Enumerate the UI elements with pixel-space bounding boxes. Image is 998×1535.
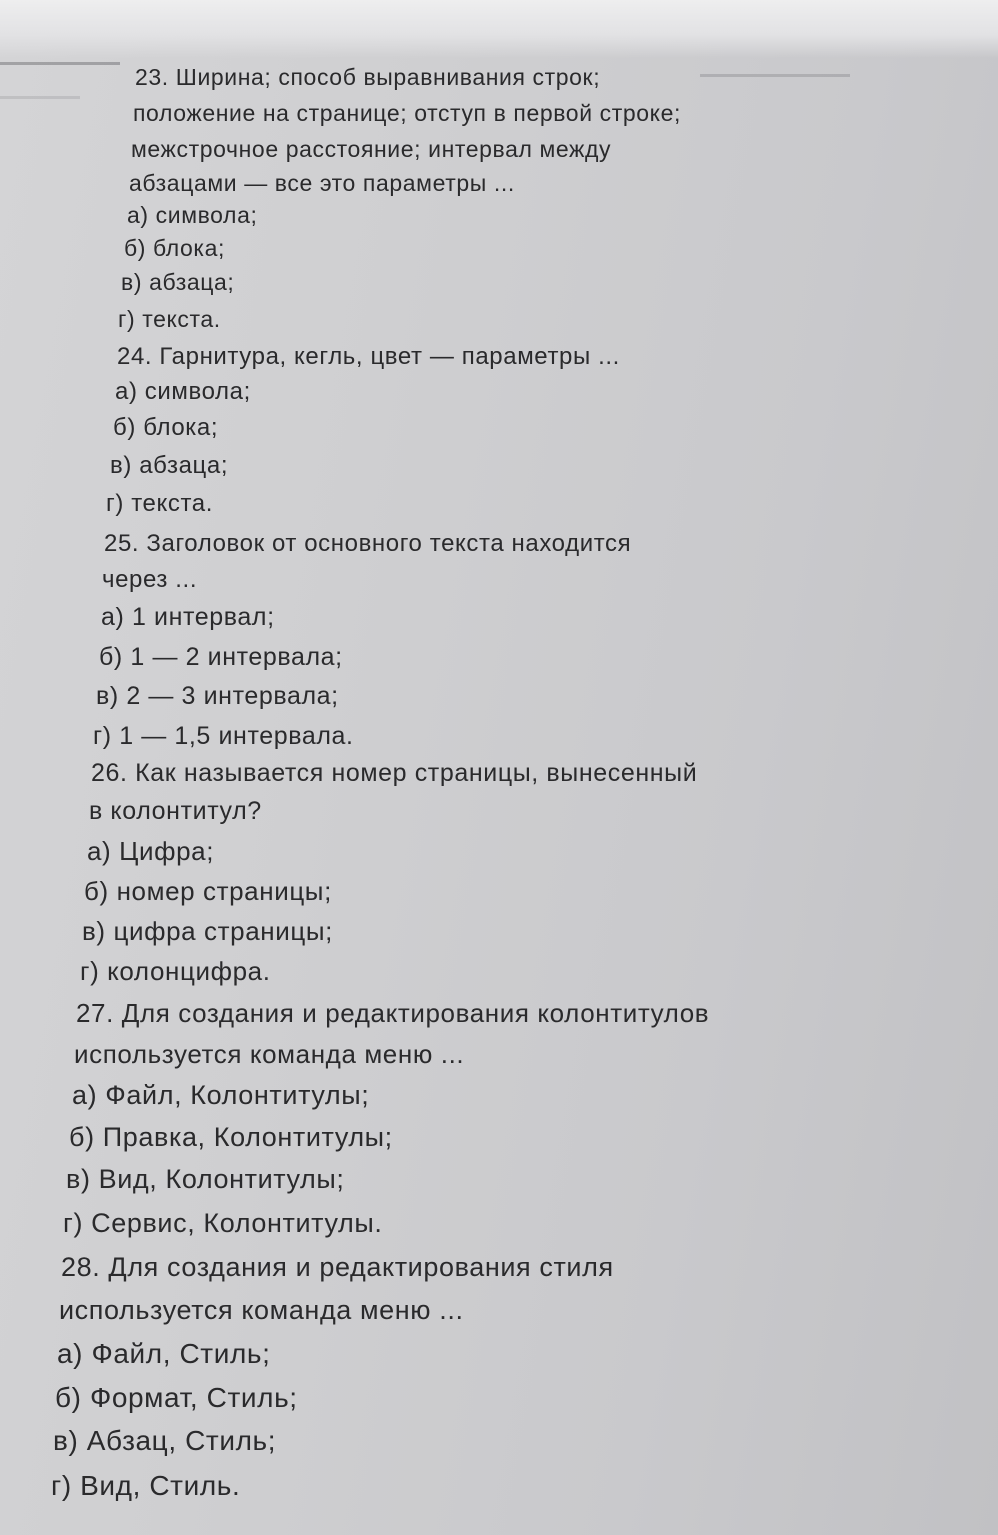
question-23-option-c: в) абзаца;: [121, 269, 235, 295]
question-27-option-d: г) Сервис, Колонтитулы.: [63, 1208, 383, 1238]
question-26-option-d: г) колонцифра.: [80, 956, 271, 986]
question-27-line-1: 27. Для создания и редактирования колонтитулов: [76, 998, 710, 1028]
question-26-option-b: б) номер страницы;: [84, 876, 332, 906]
question-24-option-b: б) блока;: [113, 414, 219, 441]
question-26-line-2: в колонтитул?: [89, 797, 262, 825]
question-23-line-1: 23. Ширина; способ выравнивания строк;: [135, 64, 601, 90]
scan-streak: [0, 96, 80, 99]
question-26-line-1: 26. Как называется номер страницы, вынесенный: [91, 759, 698, 787]
scan-streak: [700, 74, 850, 77]
question-24-option-d: г) текста.: [106, 490, 213, 517]
question-25-option-a: а) 1 интервал;: [101, 603, 275, 631]
question-25-option-d: г) 1 — 1,5 интервала.: [93, 722, 354, 750]
question-25-line-1: 25. Заголовок от основного текста находится: [104, 530, 632, 557]
question-23-option-d: г) текста.: [118, 306, 221, 332]
question-23-option-a: а) символа;: [127, 202, 258, 228]
scan-streak: [0, 62, 120, 65]
question-23-line-2: положение на странице; отступ в первой строке;: [133, 100, 681, 126]
question-25-option-c: в) 2 — 3 интервала;: [96, 682, 339, 710]
question-28-option-a: а) Файл, Стиль;: [57, 1338, 271, 1369]
question-24-option-a: а) символа;: [115, 378, 251, 405]
question-25-line-2: через ...: [102, 566, 198, 593]
question-28-option-d: г) Вид, Стиль.: [51, 1470, 241, 1501]
question-27-option-c: в) Вид, Колонтитулы;: [66, 1164, 345, 1194]
question-24-option-c: в) абзаца;: [110, 452, 229, 479]
paper-top-edge: [0, 0, 998, 58]
question-27-option-b: б) Правка, Колонтитулы;: [69, 1122, 393, 1152]
question-28-line-1: 28. Для создания и редактирования стиля: [61, 1252, 614, 1282]
question-28-option-b: б) Формат, Стиль;: [55, 1382, 298, 1413]
question-23-line-3: межстрочное расстояние; интервал между: [131, 136, 612, 162]
question-28-line-2: используется команда меню ...: [59, 1295, 464, 1325]
question-27-line-2: используется команда меню ...: [74, 1039, 465, 1069]
question-23-line-4: абзацами — все это параметры ...: [129, 170, 515, 196]
question-27-option-a: а) Файл, Колонтитулы;: [72, 1080, 370, 1110]
question-24-line-1: 24. Гарнитура, кегль, цвет — параметры ...: [117, 343, 620, 370]
question-28-option-c: в) Абзац, Стиль;: [53, 1425, 277, 1456]
question-26-option-c: в) цифра страницы;: [82, 916, 333, 946]
question-25-option-b: б) 1 — 2 интервала;: [99, 643, 343, 671]
question-23-option-b: б) блока;: [124, 235, 225, 261]
question-26-option-a: а) Цифра;: [87, 836, 215, 866]
